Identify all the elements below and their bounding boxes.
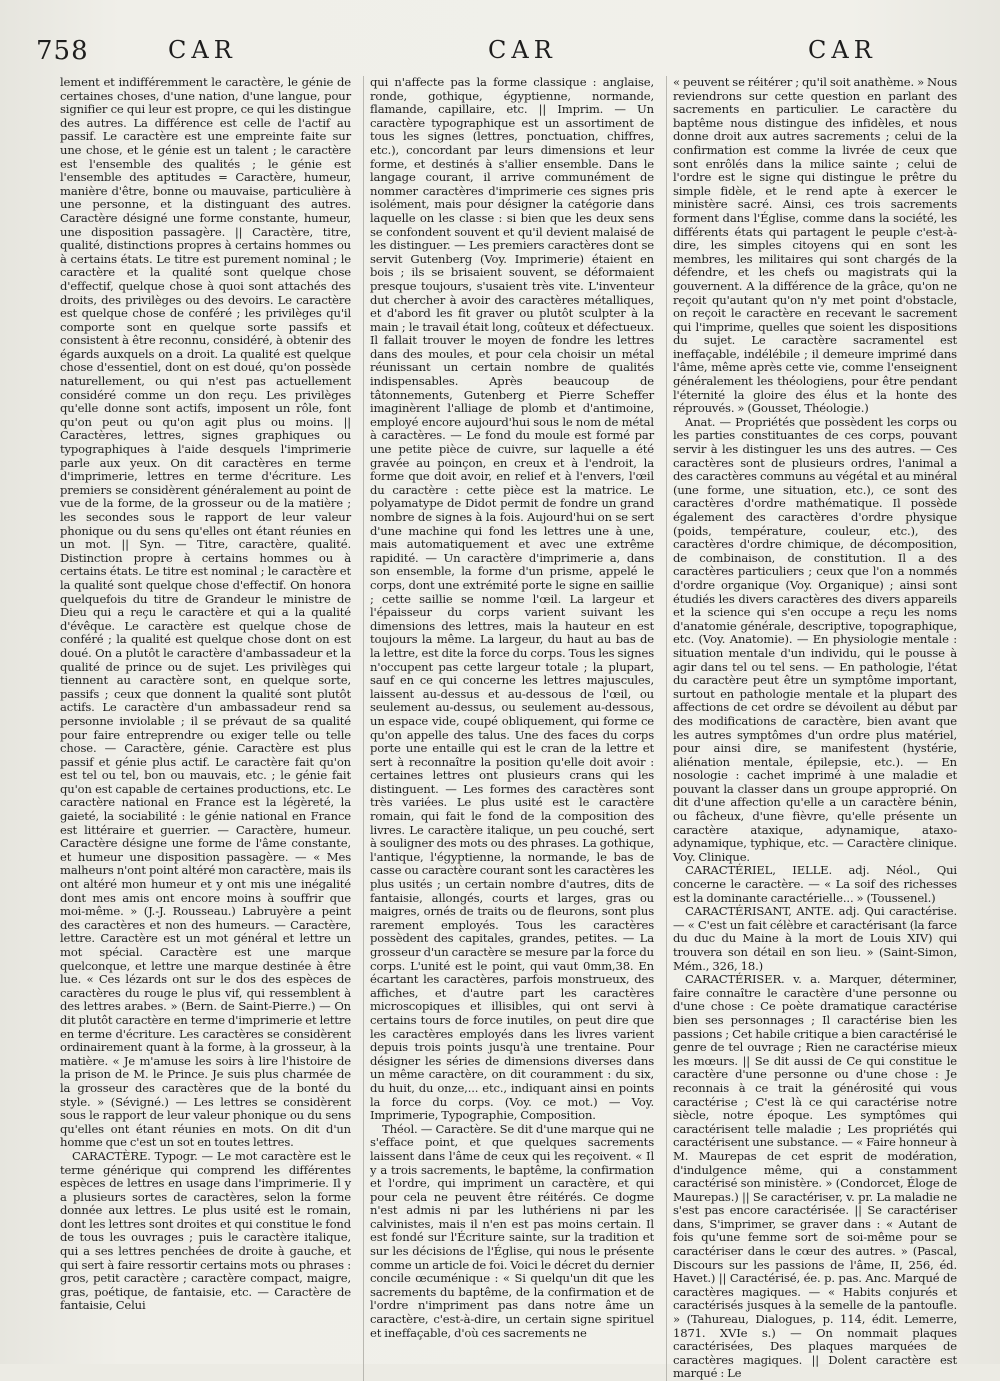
page-number: 758: [36, 36, 89, 66]
page-header: [36, 28, 960, 72]
column-right: [666, 76, 957, 1381]
running-head-left: CAR: [168, 36, 237, 64]
column-left: [60, 76, 351, 1381]
column-middle: [363, 76, 654, 1381]
paragraph-anat: Anat. — Propriétés que possèdent les corps ou les parties constituantes de ces corps, pouvant servir à les distinguer les uns des autres. — Ces caractères sont de plusieurs ordres, l'animal a des caractères communs au végétal et au minéral (une forme, une situation, etc.), ce sont des caractères d'ordre mathématique. Il possède également des caractères d'ordre physique (poids, température, couleur, etc.), des caractères d'ordre chimique, de décomposition, de combinaison, de constitution. Il a des caractères particuliers ; ceux que l'on a nommés d'ordre organique (Voy. Organique) ; ainsi sont étudiés les divers caractères des divers appareils et la science qui s'en occupe a reçu les noms d'anatomie générale, descriptive, topographique, etc. (Voy. Anatomie). — En physiologie mentale : situation mentale d'un individu, qui le pousse à agir dans tel ou tel sens. — En pathologie, l'état du caractère peut être un symptôme important, surtout en pathologie mentale et la plupart des affections de cet ordre se dévoilent au début par des modifications de caractère, bien avant que les autres symptômes d'un ordre plus matériel, pour ainsi dire, se manifestent (hystérie, aliénation mentale, épilepsie, etc.). — En nosologie : cachet imprimé à une maladie et pouvant la classer dans un groupe approprié. On dit d'une affection qu'elle a un caractère bénin, ou fâcheux, d'une fièvre, qu'elle présente un caractère ataxique, adynamique, ataxo-adynamique, typhique, etc. — Caractère clinique. Voy. Clinique.: [673, 414, 957, 864]
paragraph: « peuvent se réitérer ; qu'il soit anathème. » Nous reviendrons sur cette question en parlant des sacrements en particulier. Le caractère du baptême nous distingue des infidèles, et nous donne droit aux autres sacrements ; celui de la confirmation est comme la livrée de ceux que sont enrôlés dans la milice sainte ; celui de l'ordre est le signe qui distingue le prêtre du simple fidèle, et le rend apte à exercer le ministère sacré. Ainsi, ces trois sacrements forment dans l'Église, comme dans la société, les différents états qui partagent le peuple c'est-à-dire, les simples citoyens qui en sont les membres, les militaires qui sont chargés de la défendre, et les chefs ou magistrats qui la gouvernent. A la différence de la grâce, qu'on ne reçoit qu'autant qu'on n'y met point d'obstacle, on reçoit le caractère en recevant le sacrement qui l'imprime, quelles que soient les dispositions du sujet. Le caractère sacramentel est ineffaçable, indélébile ; il demeure imprimé dans l'âme, même après cette vie, comme l'enseignent généralement les théologiens, pour être pendant l'éternité la gloire des élus et la honte des réprouvés. » (Gousset, Théologie.): [673, 75, 957, 416]
paragraph-theol: Théol. — Caractère. Se dit d'une marque qui ne s'efface point, et que quelques sacrements laissent dans l'âme de ceux qui les reçoivent. « Il y a trois sacrements, le baptême, la confirmation et l'ordre, qui impriment un caractère, et qui pour cela ne peuvent être réitérés. Ce dogme n'est admis ni par les luthériens ni par les calvinistes, mais il n'en est pas moins certain. Il est fondé sur l'Écriture sainte, sur la tradition et sur les décisions de l'Église, qui nous le présente comme un article de foi. Voici le décret du dernier concile œcuménique : « Si quelqu'un dit que les sacrements du baptême, de la confirmation et de l'ordre n'impriment pas dans notre âme un caractère, c'est-à-dire, un certain signe spirituel et ineffaçable, d'où ces sacrements ne: [370, 1121, 654, 1340]
text-columns: [60, 75, 966, 1381]
running-head-center: CAR: [488, 36, 557, 64]
entry-caracterisant: CARACTÉRISANT, ANTE. adj. Qui caractérise. — « C'est un fait célèbre et caractérisant (la farce du duc du Maine à la mort de Louis XIV) qui trouvera son détail en son lieu. » (Saint-Simon, Mém., 326, 18.): [673, 904, 957, 973]
entry-caractere-typogr: CARACTÈRE. Typogr. — Le mot caractère est le terme générique qui comprend les différentes espèces de lettres en usage dans l'imprimerie. Il y a plusieurs sortes de caractères, selon la forme donnée aux lettres. Le plus usité est le romain, dont les lettres sont droites et qui constitue le fond de tous les ouvrages ; puis le caractère italique, qui a ses lettres penchées de droite à gauche, et qui sert à faire ressortir certains mots ou phrases : gros, petit caractère ; caractère compact, maigre, gras, poétique, de fantaisie, etc. — Caractère de fantaisie, Celui: [60, 1148, 351, 1313]
running-head-right: CAR: [808, 36, 877, 64]
entry-caracteriel: CARACTÉRIEL, IELLE. adj. Néol., Qui concerne le caractère. — « La soif des richesses est la dominante caractérielle... » (Toussenel.): [673, 863, 957, 905]
paragraph: lement et indifféremment le caractère, le génie de certaines choses, d'une nation, d'une langue, pour signifier ce qui leur est propre, ce qui les distingue des autres. La différence est celle de l'actif au passif. Le caractère est une empreinte faite sur une chose, et le génie est un talent ; le caractère est l'ensemble des qualités ; le génie est l'ensemble des aptitudes = Caractère, humeur, manière d'être, bonne ou mauvaise, particulière à une personne, et la distinguant des autres. Caractère désigné une forme constante, humeur, une disposition passagère. || Caractère, titre, qualité, distinctions propres à certains hommes ou à certains états. Le titre est purement nominal ; le caractère et la qualité sont quelque chose d'effectif, quelque chose à quoi sont attachés des droits, des privilèges ou des devoirs. Le caractère est quelque chose de conféré ; les privilèges qu'il comporte sont en quelque sorte passifs et consistent à être reconnu, considéré, à obtenir des égards auxquels on a droit. La qualité est quelque chose d'essentiel, dont on est doué, qu'on possède naturellement, ou qui n'est pas actuellement considéré comme un don reçu. Les privilèges qu'elle donne sont actifs, imposent un rôle, font qu'on peut ou qu'on agit plus ou moins. || Caractères, lettres, signes graphiques ou typographiques à l'aide desquels l'imprimerie parle aux yeux. On dit caractères en terme d'imprimerie, lettres en terme d'écriture. Les premiers se considèrent généralement au point de vue de la forme, de la grosseur ou de la matière ; les secondes sous le rapport de leur valeur phonique ou du sens qu'elles ont étant réunies en un mot. || Syn. — Titre, caractère, qualité. Distinction propre à certains hommes ou à certains états. Le titre est nominal ; le caractère et la qualité sont quelque chose d'effectif. On honora quelquefois du titre de Grandeur le ministre de Dieu qui a reçu le caractère et qui a la qualité d'évêque. Le caractère est quelque chose de conféré ; la qualité est quelque chose dont on est doué. On a plutôt le caractère d'ambassadeur et la qualité de prince ou de sujet. Les privilèges qui tiennent au caractère sont, en quelque sorte, passifs ; ceux que donnent la qualité sont plutôt actifs. Le caractère d'un ambassadeur rend sa personne inviolable ; il se prévaut de sa qualité pour faire entreprendre ou exiger telle ou telle chose. — Caractère, génie. Caractère est plus passif et génie plus actif. Le caractère fait qu'on est tel ou tel, bon ou mauvais, etc. ; le génie fait qu'on est capable de certaines productions, etc. Le caractère national en France est la légèreté, la gaieté, la sociabilité : le génie national en France est littéraire et guerrier. — Caractère, humeur. Caractère désigne une forme de l'âme constante, et humeur une disposition passagère. — « Mes malheurs n'ont point altéré mon caractère, mais ils ont altéré mon humeur et y ont mis une inégalité dont mes amis ont encore moins à souffrir que moi-même. » (J.-J. Rousseau.) Labruyère a peint des caractères et non des humeurs. — Caractère, lettre. Caractère est un mot général et lettre un mot spécial. Caractère est une marque quelconque, et lettre une marque destinée à être lue. « Ces lézards ont sur le dos des espèces de caractères du rouge le plus vif, qui ressemblent à des lettres arabes. » (Bern. de Saint-Pierre.) — On dit plutôt caractère en terme d'imprimerie et lettre en terme d'écriture. Les caractères se considèrent ordinairement quant à la forme, à la grosseur, à la matière. « Je m'amuse les soirs à lire l'histoire de la prison de M. le Prince. Je suis plus charmée de la grosseur des caractères que de la bonté du style. » (Sévigné.) — Les lettres se considèrent sous le rapport de leur valeur phonique ou du sens qu'elles ont étant réunies en mots. On dit d'un homme que c'est un sot en toutes lettres.: [60, 75, 351, 1150]
entry-caracteriser: CARACTÉRISER. v. a. Marquer, déterminer, faire connaître le caractère d'une personne ou d'une chose : Ce poète dramatique caractérise bien ses personnages ; Il caractérise bien les passions ; Cet habile critique a bien caractérisé le genre de tel ouvrage ; Rien ne caractérise mieux les mœurs. || Se dit aussi de Ce qui constitue le caractère d'une personne ou d'une chose : Je reconnais à ce trait la générosité qui vous caractérise ; C'est là ce qui caractérise notre siècle, notre époque. Les symptômes qui caractérisent telle maladie ; Les propriétés qui caractérisent une substance. — « Faire honneur à M. Maurepas de cet esprit de modération, d'indulgence même, qui a constamment caractérisé son ministère. » (Condorcet, Éloge de Maurepas.) || Se caractériser, v. pr. La maladie ne s'est pas encore caractérisée. || Se caractériser dans, S'imprimer, se graver dans : « Autant de fois qu'une femme sort de soi-même pour se caractériser dans le cœur des autres. » (Pascal, Discours sur les passions de l'âme, II, 256, éd. Havet.) || Caractérisé, ée. p. pas. Anc. Marqué de caractères magiques. — « Habits conjurés et caractérisés jusques à la semelle de la pantoufle. » (Tahureau, Dialogues, p. 114, édit. Lemerre, 1871. XVIe s.) — On nommait plaques caractérisées, Des plaques marquées de caractères magiques. || Dolent caractère est marqué : Le: [673, 972, 957, 1381]
paragraph: qui n'affecte pas la forme classique : anglaise, ronde, gothique, égyptienne, normande, flamande, capillaire, etc. || Imprim. — Un caractère typographique est un assortiment de tous les signes (lettres, ponctuation, chiffres, etc.), concordant par leurs dimensions et leur forme, et destinés à s'allier ensemble. Dans le langage courant, il arrive communément de nommer caractères d'imprimerie ces signes pris isolément, mais pour désigner la catégorie dans laquelle on les classe : si bien que les deux sens se confondent souvent et qu'il devient malaisé de les distinguer. — Les premiers caractères dont se servit Gutenberg (Voy. Imprimerie) étaient en bois ; ils se brisaient souvent, se déformaient presque toujours, s'usaient très vite. L'inventeur dut chercher à avoir des caractères métalliques, et d'abord les fit graver ou plutôt sculpter à la main ; le travail était long, coûteux et défectueux. Il fallait trouver le moyen de fondre les lettres dans des moules, et pour cela choisir un métal réunissant un certain nombre de qualités indispensables. Après beaucoup de tâtonnements, Gutenberg et Pierre Scheffer imaginèrent l'alliage de plomb et d'antimoine, employé encore aujourd'hui sous le nom de métal à caractères. — Le fond du moule est formé par une petite pièce de cuivre, sur laquelle a été gravée au poinçon, en creux et à l'endroit, la forme que doit avoir, en relief et à l'envers, l'œil du caractère : cette pièce est la matrice. Le polyamatype de Didot permit de fondre un grand nombre de signes à la fois. Aujourd'hui on se sert d'une machine qui fond les lettres une à une, mais automatiquement et avec une extrême rapidité. — Un caractère d'imprimerie a, dans son ensemble, la forme d'un prisme, appelé le corps, dont une extrémité porte le signe en saillie ; cette saillie se nomme l'œil. La largeur et l'épaisseur du corps varient suivant les dimensions des lettres, mais la hauteur en est toujours la même. La largeur, du haut au bas de la lettre, est dite la force du corps. Tous les signes n'occupent pas cette largeur totale ; la plupart, sauf en ce qui concerne les lettres majuscules, laissent au-dessus et au-dessous de l'œil, ou seulement au-dessus, ou seulement au-dessous, un espace vide, coupé obliquement, qui forme ce qu'on appelle des talus. Une des faces du corps porte une entaille qui est le cran de la lettre et sert à reconnaître la position qu'elle doit avoir : certaines lettres ont plusieurs crans qui les distinguent. — Les formes des caractères sont très variées. Le plus usité est le caractère romain, qui fait le fond de la composition des livres. Le caractère italique, un peu couché, sert à souligner des mots ou des phrases. La gothique, l'antique, l'égyptienne, la normande, le bas de casse ou caractère courant sont les caractères les plus usités ; un certain nombre d'autres, dits de fantaisie, allongés, courts et larges, gras ou maigres, ornés de traits ou de fleurons, sont plus rarement employés. Tous les caractères possèdent des capitales, grandes, petites. — La grosseur d'un caractère se mesure par la force du corps. L'unité est le point, qui vaut 0mm,38. En écartant les caractères, parfois monstrueux, des affiches, et d'autre part les caractères microscopiques et illisibles, qui ont servi à certains tours de force inutiles, on peut dire que les caractères employés dans les livres varient depuis trois points jusqu'à une trentaine. Pour désigner les séries de dimensions diverses dans un même caractère, on dit couramment : du six, du huit, du onze,... etc., indiquant ainsi en points la force du corps. (Voy. ce mot.) — Voy. Imprimerie, Typographie, Composition.: [370, 75, 654, 1123]
